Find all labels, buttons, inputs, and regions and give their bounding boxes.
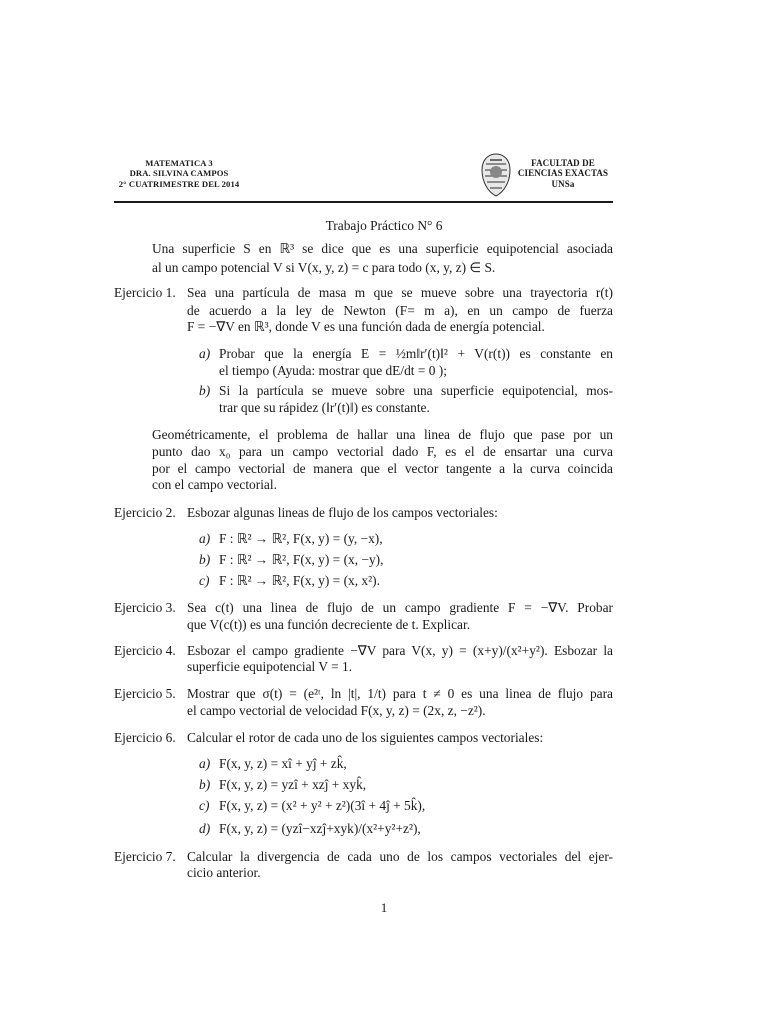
ex6-d-text: F(x, y, z) = (yzî−xzĵ+xyk)/(x²+y²+z²),: [219, 821, 421, 836]
intro-line-1: Una superficie S en ℝ³ se dice que es una superficie equipotencial asociada: [152, 241, 613, 256]
ex7-label: Ejercicio 7.: [114, 849, 176, 864]
intro-line-2: al un campo potencial V si V(x, y, z) = c para todo (x, y, z) ∈ S.: [152, 260, 496, 275]
page-number: 1: [380, 900, 388, 915]
ex1-a-line-1: Probar que la energía E = ½m‖r′(t)‖² + V(r(t)) es constante en: [219, 346, 613, 361]
ex2-label: Ejercicio 2.: [114, 505, 176, 520]
document-title: Trabajo Práctico N° 6: [325, 218, 443, 233]
ex3-label: Ejercicio 3.: [114, 600, 176, 615]
ex2-c-text: F : ℝ² → ℝ², F(x, y) = (x, x²).: [219, 573, 380, 588]
ex3-line-1: Sea c(t) una linea de flujo de un campo gradiente F = −∇V. Probar: [187, 600, 613, 615]
geo-line-1: Geométricamente, el problema de hallar una linea de flujo que pase por un: [152, 427, 613, 442]
ex6-b-text: F(x, y, z) = yzî + xzĵ + xyk̂,: [219, 777, 367, 792]
geo-line-2: punto dao x₀ para un campo vectorial dado F, es el de ensartar una curva: [152, 444, 613, 459]
ex1-line-2: de acuerdo a la ley de Newton (F= m a), en un campo de fuerza: [187, 303, 613, 318]
ex6-d-mark: d): [199, 821, 211, 836]
ex7-line-1: Calcular la divergencia de cada uno de los campos vectoriales del ejer-: [187, 849, 613, 864]
ex2-c-mark: c): [199, 573, 210, 588]
header-rule: [114, 201, 613, 203]
ex2-a-text: F : ℝ² → ℝ², F(x, y) = (y, −x),: [219, 531, 383, 546]
ex6-label: Ejercicio 6.: [114, 730, 176, 745]
ex1-line-3: F = −∇V en ℝ³, donde V es una función dada de energía potencial.: [187, 319, 545, 334]
header-right: [508, 158, 618, 189]
ex2-a-mark: a): [199, 531, 211, 546]
ex6-a-mark: a): [199, 756, 211, 771]
geo-line-3: por el campo vectorial de manera que el vector tangente a la curva coincida: [152, 461, 613, 476]
ex4-label: Ejercicio 4.: [114, 643, 176, 658]
ex6-b-mark: b): [199, 777, 211, 792]
ex1-a-line-2: el tiempo (Ayuda: mostrar que dE/dt = 0 );: [219, 363, 447, 378]
geo-line-4: con el campo vectorial.: [152, 477, 277, 492]
ex6-a-text: F(x, y, z) = xî + yĵ + zk̂,: [219, 756, 347, 771]
ex5-line-2: el campo vectorial de velocidad F(x, y, z) = (2x, z, −z²).: [187, 703, 486, 718]
header-left: [104, 158, 254, 189]
faculty-line-1: FACULTAD DE: [531, 158, 595, 168]
ex2-b-mark: b): [199, 552, 211, 567]
ex7-line-2: cicio anterior.: [187, 865, 261, 880]
ex6-text: Calcular el rotor de cada uno de los siguientes campos vectoriales:: [187, 730, 544, 745]
ex6-c-text: F(x, y, z) = (x² + y² + z²)(3î + 4ĵ + 5k̂),: [219, 798, 426, 813]
ex1-label: Ejercicio 1.: [114, 285, 176, 300]
ex5-label: Ejercicio 5.: [114, 686, 176, 701]
professor-name: DRA. SILVINA CAMPOS: [129, 168, 229, 179]
ex6-c-mark: c): [199, 798, 210, 813]
ex4-line-1: Esbozar el campo gradiente −∇V para V(x, y) = (x+y)/(x²+y²). Esbozar la: [187, 643, 613, 658]
ex1-line-1: Sea una partícula de masa m que se mueve sobre una trayectoria r(t): [187, 285, 613, 300]
term: 2° CUATRIMESTRE DEL 2014: [118, 178, 240, 189]
university-abbrev: UNSa: [551, 178, 575, 189]
ex1-b-line-1: Si la partícula se mueve sobre una superficie equipotencial, mos-: [219, 383, 613, 398]
ex1-b-mark: b): [199, 383, 211, 398]
ex1-b-line-2: trar que su rápidez (‖r′(t)‖) es constante.: [219, 400, 430, 415]
ex3-line-2: que V(c(t)) es una función decreciente de t. Explicar.: [187, 617, 471, 632]
faculty-line-2: CIENCIAS EXACTAS: [517, 168, 609, 179]
course-name: MATEMATICA 3: [145, 158, 213, 168]
ex4-line-2: superficie equipotencial V = 1.: [187, 659, 353, 674]
ex5-line-1: Mostrar que σ(t) = (e²ᵗ, ln |t|, 1/t) para t ≠ 0 es una linea de flujo para: [187, 686, 613, 701]
ex2-b-text: F : ℝ² → ℝ², F(x, y) = (x, −y),: [219, 552, 384, 567]
ex2-text: Esbozar algunas lineas de flujo de los campos vectoriales:: [187, 505, 498, 520]
ex1-a-mark: a): [199, 346, 211, 361]
